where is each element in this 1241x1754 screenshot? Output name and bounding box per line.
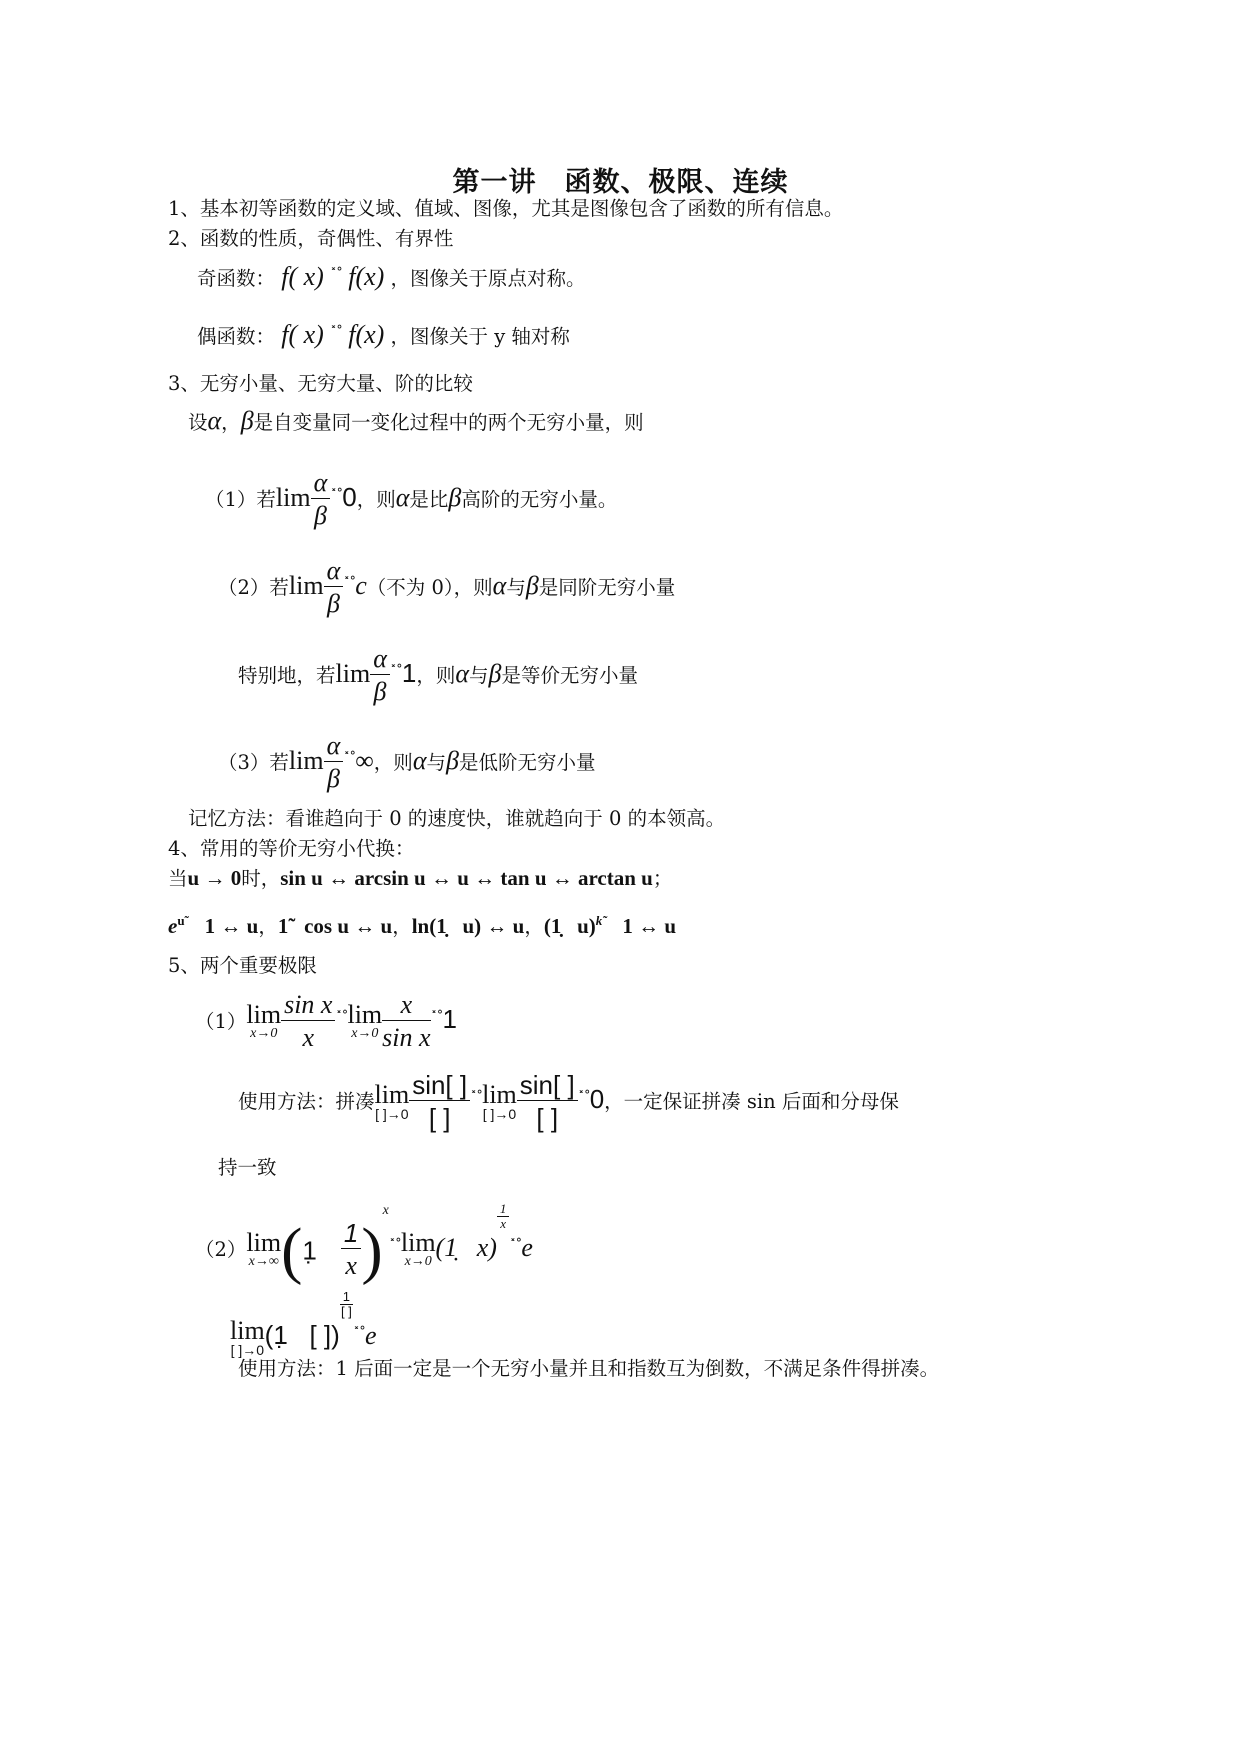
case2-label: （2）若 xyxy=(218,576,289,599)
case3-beta: β xyxy=(445,746,459,775)
case1-lim: lim xyxy=(275,483,311,512)
limit-2-line: （2）lim x→∞ (1̣ $\frac{1}{x}$ )$^{x˟˚}$lim x→0 (1̣ x) $\frac{1}{x}$ ˟˚e xyxy=(195,1201,533,1286)
lim2-exp-frac xyxy=(497,1202,510,1231)
odd-lhs: f( x) xyxy=(281,262,324,291)
case2-lim: lim xyxy=(288,571,324,600)
special-beta: β xyxy=(488,659,502,688)
case-2-line xyxy=(218,556,675,621)
usage1-lim-word: lim xyxy=(374,1079,410,1109)
intro-post: 是自变量同一变化过程中的两个无穷小量，则 xyxy=(253,411,644,434)
lim2-value: e xyxy=(521,1233,533,1262)
case-1-line xyxy=(205,468,617,533)
usage1-lim-a xyxy=(374,1079,410,1122)
case1-fraction xyxy=(311,468,331,533)
usage-1-continuation: 持一致 xyxy=(218,1156,277,1179)
case3-equals-glyph: ˟˚ xyxy=(343,751,356,767)
lim3-value: e xyxy=(365,1321,377,1350)
usage1-tail: ，一定保证拼凑 sin 后面和分母保 xyxy=(604,1090,899,1113)
intro-beta: β xyxy=(240,406,254,435)
usage1-frac-a xyxy=(409,1070,470,1135)
lim2-label: （2） xyxy=(195,1238,247,1261)
case2-value: c xyxy=(355,571,367,600)
lim2-exp-den: x xyxy=(500,1216,507,1231)
lim3-equals: ˟˚ xyxy=(353,1326,366,1342)
lim1-lim-word: lim xyxy=(246,999,282,1029)
case1-t2: 是比 xyxy=(409,488,449,511)
lim2-lim-a xyxy=(246,1227,282,1270)
equiv2-power-rest: 1 ↔ u xyxy=(606,914,677,938)
lim1-sub-b: x→0 xyxy=(351,1025,379,1041)
case3-denominator: β xyxy=(326,764,340,793)
lim1-frac-a xyxy=(281,990,335,1055)
infinitesimal-intro xyxy=(188,408,644,436)
lim1-sub: x→0 xyxy=(250,1025,278,1041)
usage1-equals-2: ˟˚ xyxy=(577,1090,590,1106)
lim2-exp-num: 1 xyxy=(497,1202,510,1217)
case1-t1: ，则 xyxy=(356,488,396,511)
usage1-sub: [ ]→0 xyxy=(375,1105,409,1122)
lim2-num: 1 xyxy=(341,1218,361,1249)
lim3-exp-den: [ ] xyxy=(340,1304,352,1319)
case2-t3: 是同阶无穷小量 xyxy=(538,576,676,599)
usage1-sub-b: [ ]→0 xyxy=(482,1105,517,1122)
lim2-lim-word-b: lim xyxy=(400,1227,436,1257)
equiv1-pre: 当 xyxy=(168,867,188,890)
usage-1-line xyxy=(238,1070,899,1135)
intro-pre: 设 xyxy=(188,411,208,434)
usage1-den-a: [ ] xyxy=(428,1103,451,1133)
usage1-num-a: sin[ ] xyxy=(409,1070,470,1101)
lim3-exp-num: 1 xyxy=(340,1290,353,1305)
lim3-lim xyxy=(230,1315,265,1358)
lim1-lim-b xyxy=(347,999,383,1042)
case3-label: （3）若 xyxy=(218,751,289,774)
lim2-den: x xyxy=(345,1251,357,1280)
lim2-frac xyxy=(341,1218,361,1283)
case3-t1: ，则 xyxy=(373,751,413,774)
case2-beta: β xyxy=(525,571,539,600)
lim2-sub: x→∞ xyxy=(248,1253,279,1269)
usage1-lim-word-b: lim xyxy=(482,1079,517,1109)
odd-rhs: f(x) xyxy=(348,262,385,291)
lim1-value: 1 xyxy=(442,1004,458,1034)
lim2-lim-word: lim xyxy=(246,1227,282,1257)
lim2-sub-b: x→0 xyxy=(404,1253,432,1269)
special-t1: ，则 xyxy=(416,664,456,687)
case1-denominator: β xyxy=(313,501,327,530)
case2-t0: （不为 0），则 xyxy=(366,576,493,599)
lim2-equals-2: ˟˚ xyxy=(509,1238,522,1254)
case2-alpha: α xyxy=(492,571,507,600)
odd-label: 奇函数： xyxy=(197,267,276,290)
case2-equals-glyph: ˟˚ xyxy=(343,576,356,592)
case2-fraction xyxy=(324,556,344,621)
equiv1-mid: 时， xyxy=(241,867,281,890)
usage1-num-b: sin[ ] xyxy=(517,1070,578,1101)
case1-beta: β xyxy=(448,483,462,512)
special-t2: 与 xyxy=(468,664,489,687)
case1-label: （1）若 xyxy=(205,488,276,511)
equivalence-line-2 xyxy=(168,908,676,940)
usage1-label: 使用方法：拼凑 xyxy=(238,1090,375,1113)
case1-equals-glyph: ˟˚ xyxy=(330,488,343,504)
lim1-den-a: x xyxy=(302,1023,315,1052)
equiv2-e: e xyxy=(168,914,178,938)
special-value: 1 xyxy=(401,658,417,688)
odd-equals-glyph: ˟˚ xyxy=(330,267,343,283)
special-numerator: α xyxy=(370,644,390,675)
case3-t3: 是低阶无穷小量 xyxy=(458,751,596,774)
case2-denominator: β xyxy=(326,589,340,618)
even-function-line xyxy=(197,320,570,350)
even-rhs: f(x) xyxy=(348,320,385,349)
section-3-heading: 3、无穷小量、无穷大量、阶的比较 xyxy=(168,372,473,395)
equiv2-sep1: ， xyxy=(258,915,278,938)
usage1-frac-b xyxy=(517,1070,578,1135)
lim2-lim-b xyxy=(400,1227,436,1270)
special-case-line xyxy=(238,644,638,709)
even-equals-glyph: ˟˚ xyxy=(330,325,343,341)
special-lim: lim xyxy=(335,659,371,688)
limit-1-line xyxy=(195,990,457,1055)
lim1-frac-b xyxy=(382,990,430,1055)
special-fraction xyxy=(370,644,390,709)
case3-t2: 与 xyxy=(426,751,446,774)
even-lhs: f( x) xyxy=(281,320,324,349)
lim1-label: （1） xyxy=(195,1010,247,1033)
equiv1-end: ； xyxy=(652,867,673,890)
case2-t2: 与 xyxy=(506,576,526,599)
lim1-den-b: sin x xyxy=(382,1023,431,1052)
even-label: 偶函数： xyxy=(197,325,276,348)
even-desc: ，图像关于 y 轴对称 xyxy=(390,325,570,348)
special-alpha: α xyxy=(455,659,469,688)
lim1-equals-2: ˟˚ xyxy=(430,1010,443,1026)
odd-function-line xyxy=(197,262,586,292)
usage1-lim-b xyxy=(482,1079,517,1122)
lim2-base: (1̣ x) xyxy=(435,1233,497,1262)
case3-value: ∞ xyxy=(355,746,374,775)
equiv2-e-rest: 1 ↔ u xyxy=(188,914,259,938)
usage1-den-b: [ ] xyxy=(536,1103,559,1133)
odd-desc: ，图像关于原点对称。 xyxy=(390,267,586,290)
lim1-lim-a xyxy=(246,999,282,1042)
case1-alpha: α xyxy=(395,483,410,512)
section-4-heading: 4、常用的等价无穷小代换： xyxy=(168,837,415,860)
lim3-base: (1̣ [ ]) xyxy=(264,1320,340,1350)
usage-2-line: 使用方法：1 后面一定是一个无穷小量并且和指数互为倒数，不满足条件得拼凑。 xyxy=(238,1357,940,1380)
lim2-exponent: x xyxy=(382,1203,389,1218)
equiv2-sep2: ， xyxy=(392,915,412,938)
case3-lim: lim xyxy=(288,746,324,775)
memory-method: 记忆方法：看谁趋向于 0 的速度快，谁就趋向于 0 的本领高。 xyxy=(188,807,726,830)
special-t3: 是等价无穷小量 xyxy=(501,664,638,687)
intro-comma: ， xyxy=(221,411,241,434)
section-1-text: 1、基本初等函数的定义域、值域、图像，尤其是图像包含了函数的所有信息。 xyxy=(168,197,844,220)
lim2-one: 1̣ xyxy=(302,1235,317,1266)
equiv2-e-sup: u˜ xyxy=(177,913,189,928)
lim1-num-a: sin x xyxy=(281,990,335,1021)
case3-alpha: α xyxy=(412,746,427,775)
special-label: 特别地，若 xyxy=(238,664,336,687)
case1-numerator: α xyxy=(311,468,331,499)
special-denominator: β xyxy=(373,677,387,706)
lim3-sub: [ ]→0 xyxy=(230,1341,265,1358)
section-5-heading: 5、两个重要极限 xyxy=(168,954,317,977)
equivalence-line-1 xyxy=(168,865,672,892)
page-title: 第一讲 函数、极限、连续 xyxy=(452,167,789,198)
case-3-line xyxy=(218,731,595,796)
usage1-equals-1: ˟˚ xyxy=(470,1090,483,1106)
usage1-value: 0 xyxy=(589,1084,605,1114)
lim1-num-b: x xyxy=(382,990,430,1021)
lim1-lim-word-b: lim xyxy=(347,999,383,1029)
intro-alpha: α xyxy=(207,406,222,435)
equiv1-condition: u → 0 xyxy=(187,866,242,890)
case2-numerator: α xyxy=(324,556,344,587)
lim3-exp-frac xyxy=(340,1290,353,1319)
section-2-heading: 2、函数的性质，奇偶性、有界性 xyxy=(168,227,454,250)
case1-t3: 高阶的无穷小量。 xyxy=(461,488,618,511)
special-equals-glyph: ˟˚ xyxy=(389,664,402,680)
equiv2-power-sup: k˜ xyxy=(595,913,607,928)
limit-3-line xyxy=(230,1290,377,1358)
lim1-equals-1: ˟˚ xyxy=(335,1010,348,1026)
case1-value: 0 xyxy=(342,482,357,512)
case3-fraction xyxy=(324,731,344,796)
lim3-lim-word: lim xyxy=(230,1315,265,1345)
case3-numerator: α xyxy=(324,731,344,762)
equiv2-sep3: ， xyxy=(524,915,544,938)
equiv2-power: (1̣ u) xyxy=(543,914,596,938)
equiv2-ln: ln(1̣ u) ↔ u xyxy=(411,914,525,938)
lim2-equals-1: ˟˚ xyxy=(388,1238,401,1254)
equiv1-chain: sin u ↔ arcsin u ↔ u ↔ tan u ↔ arctan u xyxy=(280,866,653,890)
equiv2-cos: 1̃ cos u ↔ u xyxy=(277,914,393,938)
